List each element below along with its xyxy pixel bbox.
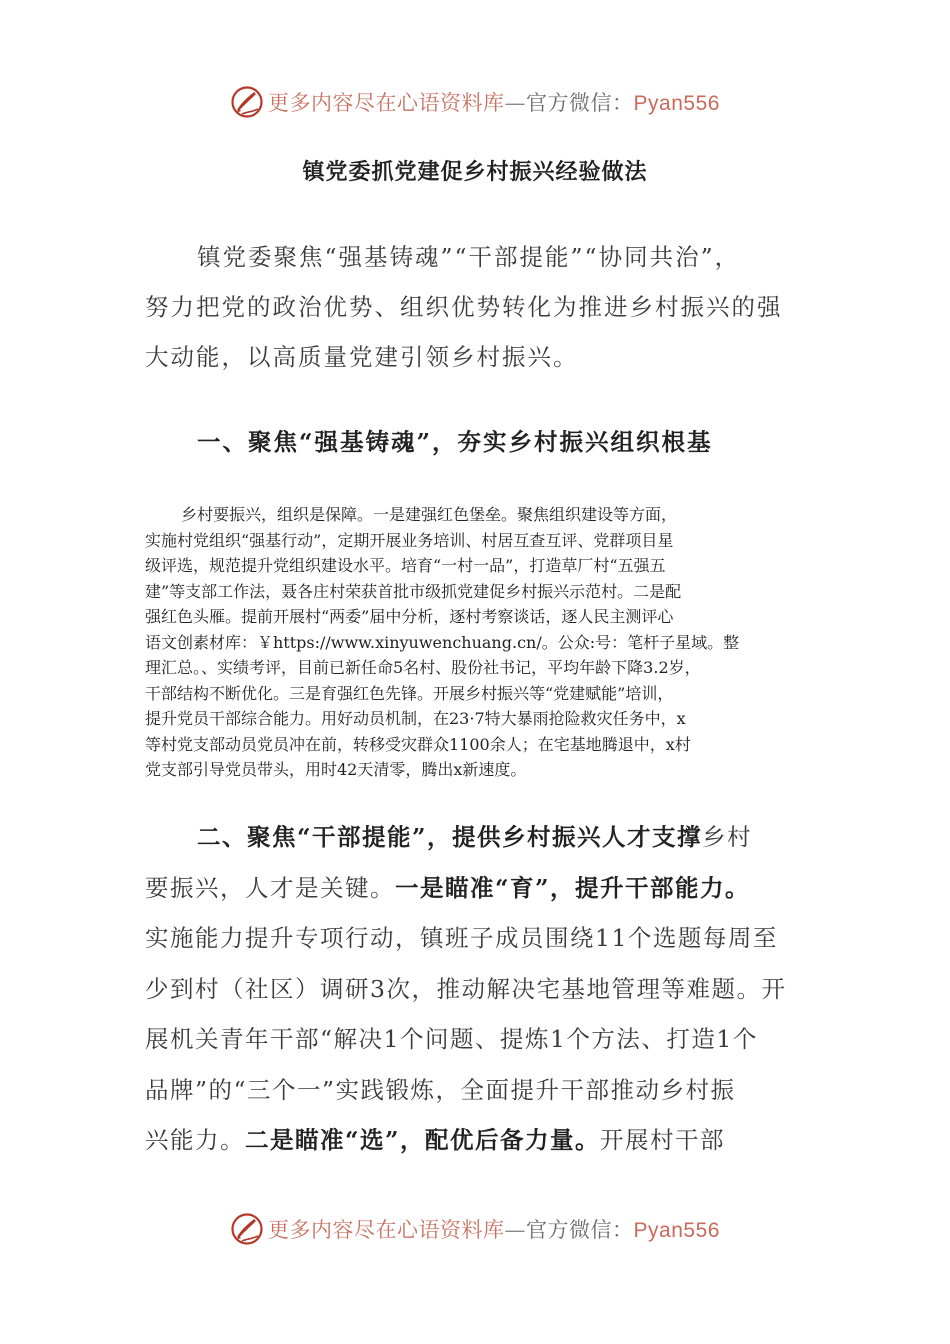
watermark-suffix: 官方微信： <box>526 91 634 115</box>
section-2-heading: 二、聚焦“干部提能”，提供乡村振兴人才支撑 <box>197 823 703 851</box>
intro-line: 大动能，以高质量党建引领乡村振兴。 <box>145 343 579 371</box>
watermark-brand: 更多内容尽在心语资料库 <box>268 1218 505 1242</box>
section-1-paragraph <box>145 502 825 783</box>
document-title: 镇党委抓党建促乡村振兴经验做法 <box>302 159 648 185</box>
subpoint-heading: 一是瞄准“育”，提升干部能力。 <box>395 873 751 902</box>
intro-paragraph <box>145 232 825 382</box>
paragraph-line: 乡村要振兴，组织是保障。一是建强红色堡垒。聚焦组织建设等方面， <box>181 505 678 524</box>
paragraph-line: 语文创素材库：￥https://www.xinyuwenchuang.cn/。公众:号：笔杆子星域。整 <box>145 632 740 652</box>
paragraph-line: 党支部引导党员带头，用时42天清零，腾出x新速度。 <box>145 760 527 779</box>
watermark-separator: — <box>504 91 527 115</box>
footer-watermark-banner <box>0 1209 950 1249</box>
paragraph-line: 理汇总。、实绩考评，目前已新任命5名村、股份社书记，平均年龄下降3.2岁， <box>145 658 701 677</box>
header-watermark-banner <box>0 82 950 122</box>
paragraph-line: 建”等支部工作法，聂各庄村荣获首批市级抓党建促乡村振兴示范村。二是配 <box>145 581 682 601</box>
paragraph-text: 要振兴，人才是关键。 <box>145 873 395 902</box>
paragraph-text: 开展村干部 <box>600 1126 726 1154</box>
paragraph-line: 强红色头雁。提前开展村“两委”届中分析，逐村考察谈话，逐人民主测评心 <box>145 607 674 626</box>
intro-line: 努力把党的政治优势、组织优势转化为推进乡村振兴的强 <box>145 293 783 321</box>
pen-nib-logo-icon <box>230 1212 264 1246</box>
pen-nib-logo-icon <box>230 85 264 119</box>
intro-line: 镇党委聚焦“强基铸魂”“干部提能”“协同共治”， <box>197 243 741 271</box>
watermark-brand: 更多内容尽在心语资料库 <box>268 91 505 115</box>
paragraph-line: 等村党支部动员党员冲在前，转移受灾群众1100余人；在宅基地腾退中，x村 <box>145 734 691 754</box>
paragraph-line: 少到村（社区）调研3次，推动解决宅基地管理等难题。开 <box>145 974 787 1003</box>
section-1-heading: 一、聚焦“强基铸魂”，夯实乡村振兴组织根基 <box>197 428 713 456</box>
paragraph-line: 级评选，规范提升党组织建设水平。培育“一村一品”，打造草厂村“五强五 <box>145 556 666 575</box>
paragraph-line: 干部结构不断优化。三是育强红色先锋。开展乡村振兴等“党建赋能”培训， <box>145 683 674 703</box>
watermark-handle: Pyan556 <box>633 1219 720 1242</box>
paragraph-line <box>145 1115 825 1166</box>
paragraph-line <box>145 863 825 914</box>
watermark-suffix: 官方微信： <box>526 1218 634 1242</box>
paragraph-line: 提升党员干部综合能力。用好动员机制，在23·7特大暴雨抢险救灾任务中，x <box>145 709 686 728</box>
subpoint-heading: 二是瞄准“选”，配优后备力量。 <box>245 1126 601 1154</box>
paragraph-line: 品牌”的“三个一”实践锻炼，全面提升干部推动乡村振 <box>145 1075 736 1104</box>
paragraph-line: 展机关青年干部“解决1个问题、提炼1个方法、打造1个 <box>145 1025 758 1053</box>
watermark-text <box>268 1214 720 1244</box>
watermark-separator: — <box>504 1218 527 1242</box>
watermark-handle: Pyan556 <box>633 92 720 115</box>
paragraph-line: 实施能力提升专项行动，镇班子成员围绕11个选题每周至 <box>145 924 778 952</box>
section-2-paragraph <box>145 812 825 1166</box>
paragraph-text: 兴能力。 <box>145 1126 245 1154</box>
watermark-text <box>268 87 720 117</box>
paragraph-line: 实施村党组织“强基行动”，定期开展业务培训、村居互查互评、党群项目星 <box>145 530 674 550</box>
paragraph-line <box>145 812 825 863</box>
paragraph-text: 乡村 <box>702 823 753 851</box>
